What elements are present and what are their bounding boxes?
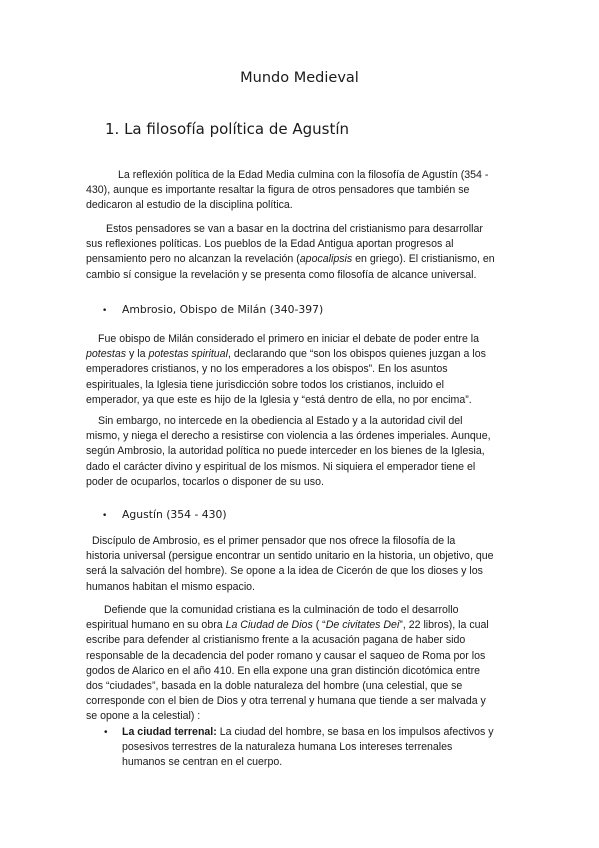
list-item-text bbox=[122, 725, 527, 771]
text-line: dado el carácter divino y espiritual de los mismos. Ni siquiera el emperador tiene el bbox=[86, 460, 476, 473]
ambrosio-paragraph-2 bbox=[86, 414, 518, 490]
text-line: responsable de la decadencia del poder romano y causar el saqueo de Roma por los bbox=[86, 649, 486, 662]
text-line: dedicaron al estudio de la disciplina política. bbox=[86, 199, 293, 212]
text-line: Discípulo de Ambrosio, es el primer pensador que nos ofrece la filosofía de la bbox=[92, 535, 456, 547]
text-line: dos “ciudades”, basada en la doble naturaleza del hombre (una celestial, que se bbox=[86, 680, 463, 693]
section-agustin-title: • Agustín (354 - 430) bbox=[102, 508, 227, 521]
text-line: godos de Alarico en el año 410. En ella expone una gran distinción dicotómica entre bbox=[86, 664, 481, 677]
bullet-icon: • bbox=[104, 727, 108, 738]
text-line: posesivos terrestres de la naturaleza humana Los intereses terrenales bbox=[122, 741, 453, 754]
text-line: emperador, ya que este es hijo de la Iglesia y “está dentro de ella, no por encima”. bbox=[86, 393, 472, 406]
bullet-icon: • bbox=[102, 511, 108, 521]
intro-paragraph-2 bbox=[86, 222, 518, 283]
text-line-mixed: potestas y la potestas spiritual, declarando que “son los obispos quienes juzgan a los bbox=[86, 348, 486, 361]
text-line: Defiende que la comunidad cristiana es la culminación de todo el desarrollo bbox=[104, 604, 459, 616]
text-line: espirituales, la Iglesia tiene jurisdicción sobre todos los cristianos, incluido el bbox=[86, 378, 445, 391]
text-line-mixed: espiritual humano en su obra La Ciudad de Dios ( “De civitates Dei”, 22 libros), la cual bbox=[86, 619, 489, 632]
agustin-paragraph-1 bbox=[86, 534, 518, 595]
text-line: cambio sí consigue la revelación y se presenta como filosofía de alcance universal. bbox=[86, 268, 477, 281]
text-line: emperadores cristianos, y no los emperadores a los obispos”. En los asuntos bbox=[86, 363, 448, 376]
text-line: historia universal (persigue encontrar un sentido unitario en la historia, un objetivo, que bbox=[86, 550, 494, 563]
text-line: humanos habitan el mismo espacio. bbox=[86, 580, 256, 593]
text-line: según Ambrosio, la autoridad política no puede interceder en los bienes de la Iglesia, bbox=[86, 445, 485, 458]
text-line-mixed: pensamiento pero no alcanzan la revelación (apocalipsis en griego). El cristianismo, en bbox=[86, 253, 495, 266]
agustin-paragraph-2 bbox=[86, 603, 518, 725]
text-line: La reflexión política de la Edad Media culmina con la filosofía de Agustín (354 - bbox=[118, 169, 489, 181]
text-line: Fue obispo de Milán considerado el primero en iniciar el debate de poder entre la bbox=[98, 333, 480, 345]
text-line: humanos se centran en el cuerpo. bbox=[122, 756, 283, 769]
text-line-mixed: La ciudad terrenal: La ciudad del hombre, se basa en los impulsos afectivos y bbox=[122, 726, 494, 738]
ambrosio-paragraph-1 bbox=[86, 332, 518, 408]
bullet-icon: • bbox=[102, 306, 108, 316]
intro-paragraph-1 bbox=[86, 168, 518, 214]
section-ambrosio-title: • Ambrosio, Obispo de Milán (340-397) bbox=[102, 303, 324, 316]
text-line: Sin embargo, no intercede en la obediencia al Estado y a la autoridad civil del bbox=[98, 415, 463, 427]
list-item bbox=[104, 725, 524, 773]
text-line: mismo, y niega el derecho a resistirse con violencia a las órdenes imperiales. Aunque, bbox=[86, 430, 491, 443]
text-line: escribe para defender al cristianismo frente a la acusación pagana de haber sido bbox=[86, 634, 466, 647]
section-heading: 1. La filosofía política de Agustín bbox=[105, 120, 350, 138]
text-line: corresponde con el bien de Dios y otra terrenal y humana que tiende a ser malvada y bbox=[86, 695, 486, 708]
text-line: poder de ocuparlos, tocarlos o disponer de su uso. bbox=[86, 475, 324, 488]
document-title: Mundo Medieval bbox=[240, 70, 359, 86]
text-line: 430), aunque es importante resaltar la figura de otros pensadores que también se bbox=[86, 184, 470, 197]
text-line: se opone a la celestial) : bbox=[86, 710, 201, 723]
list-item-label: La ciudad terrenal: bbox=[122, 726, 217, 738]
text-line: Estos pensadores se van a basar en la doctrina del cristianismo para desarrollar bbox=[106, 223, 483, 235]
text-line: será la salvación del hombre). Se opone a la idea de Cicerón de que los dioses y los bbox=[86, 565, 483, 578]
text-line: sus reflexiones políticas. Los pueblos de la Edad Antigua aportan progresos al bbox=[86, 238, 454, 251]
